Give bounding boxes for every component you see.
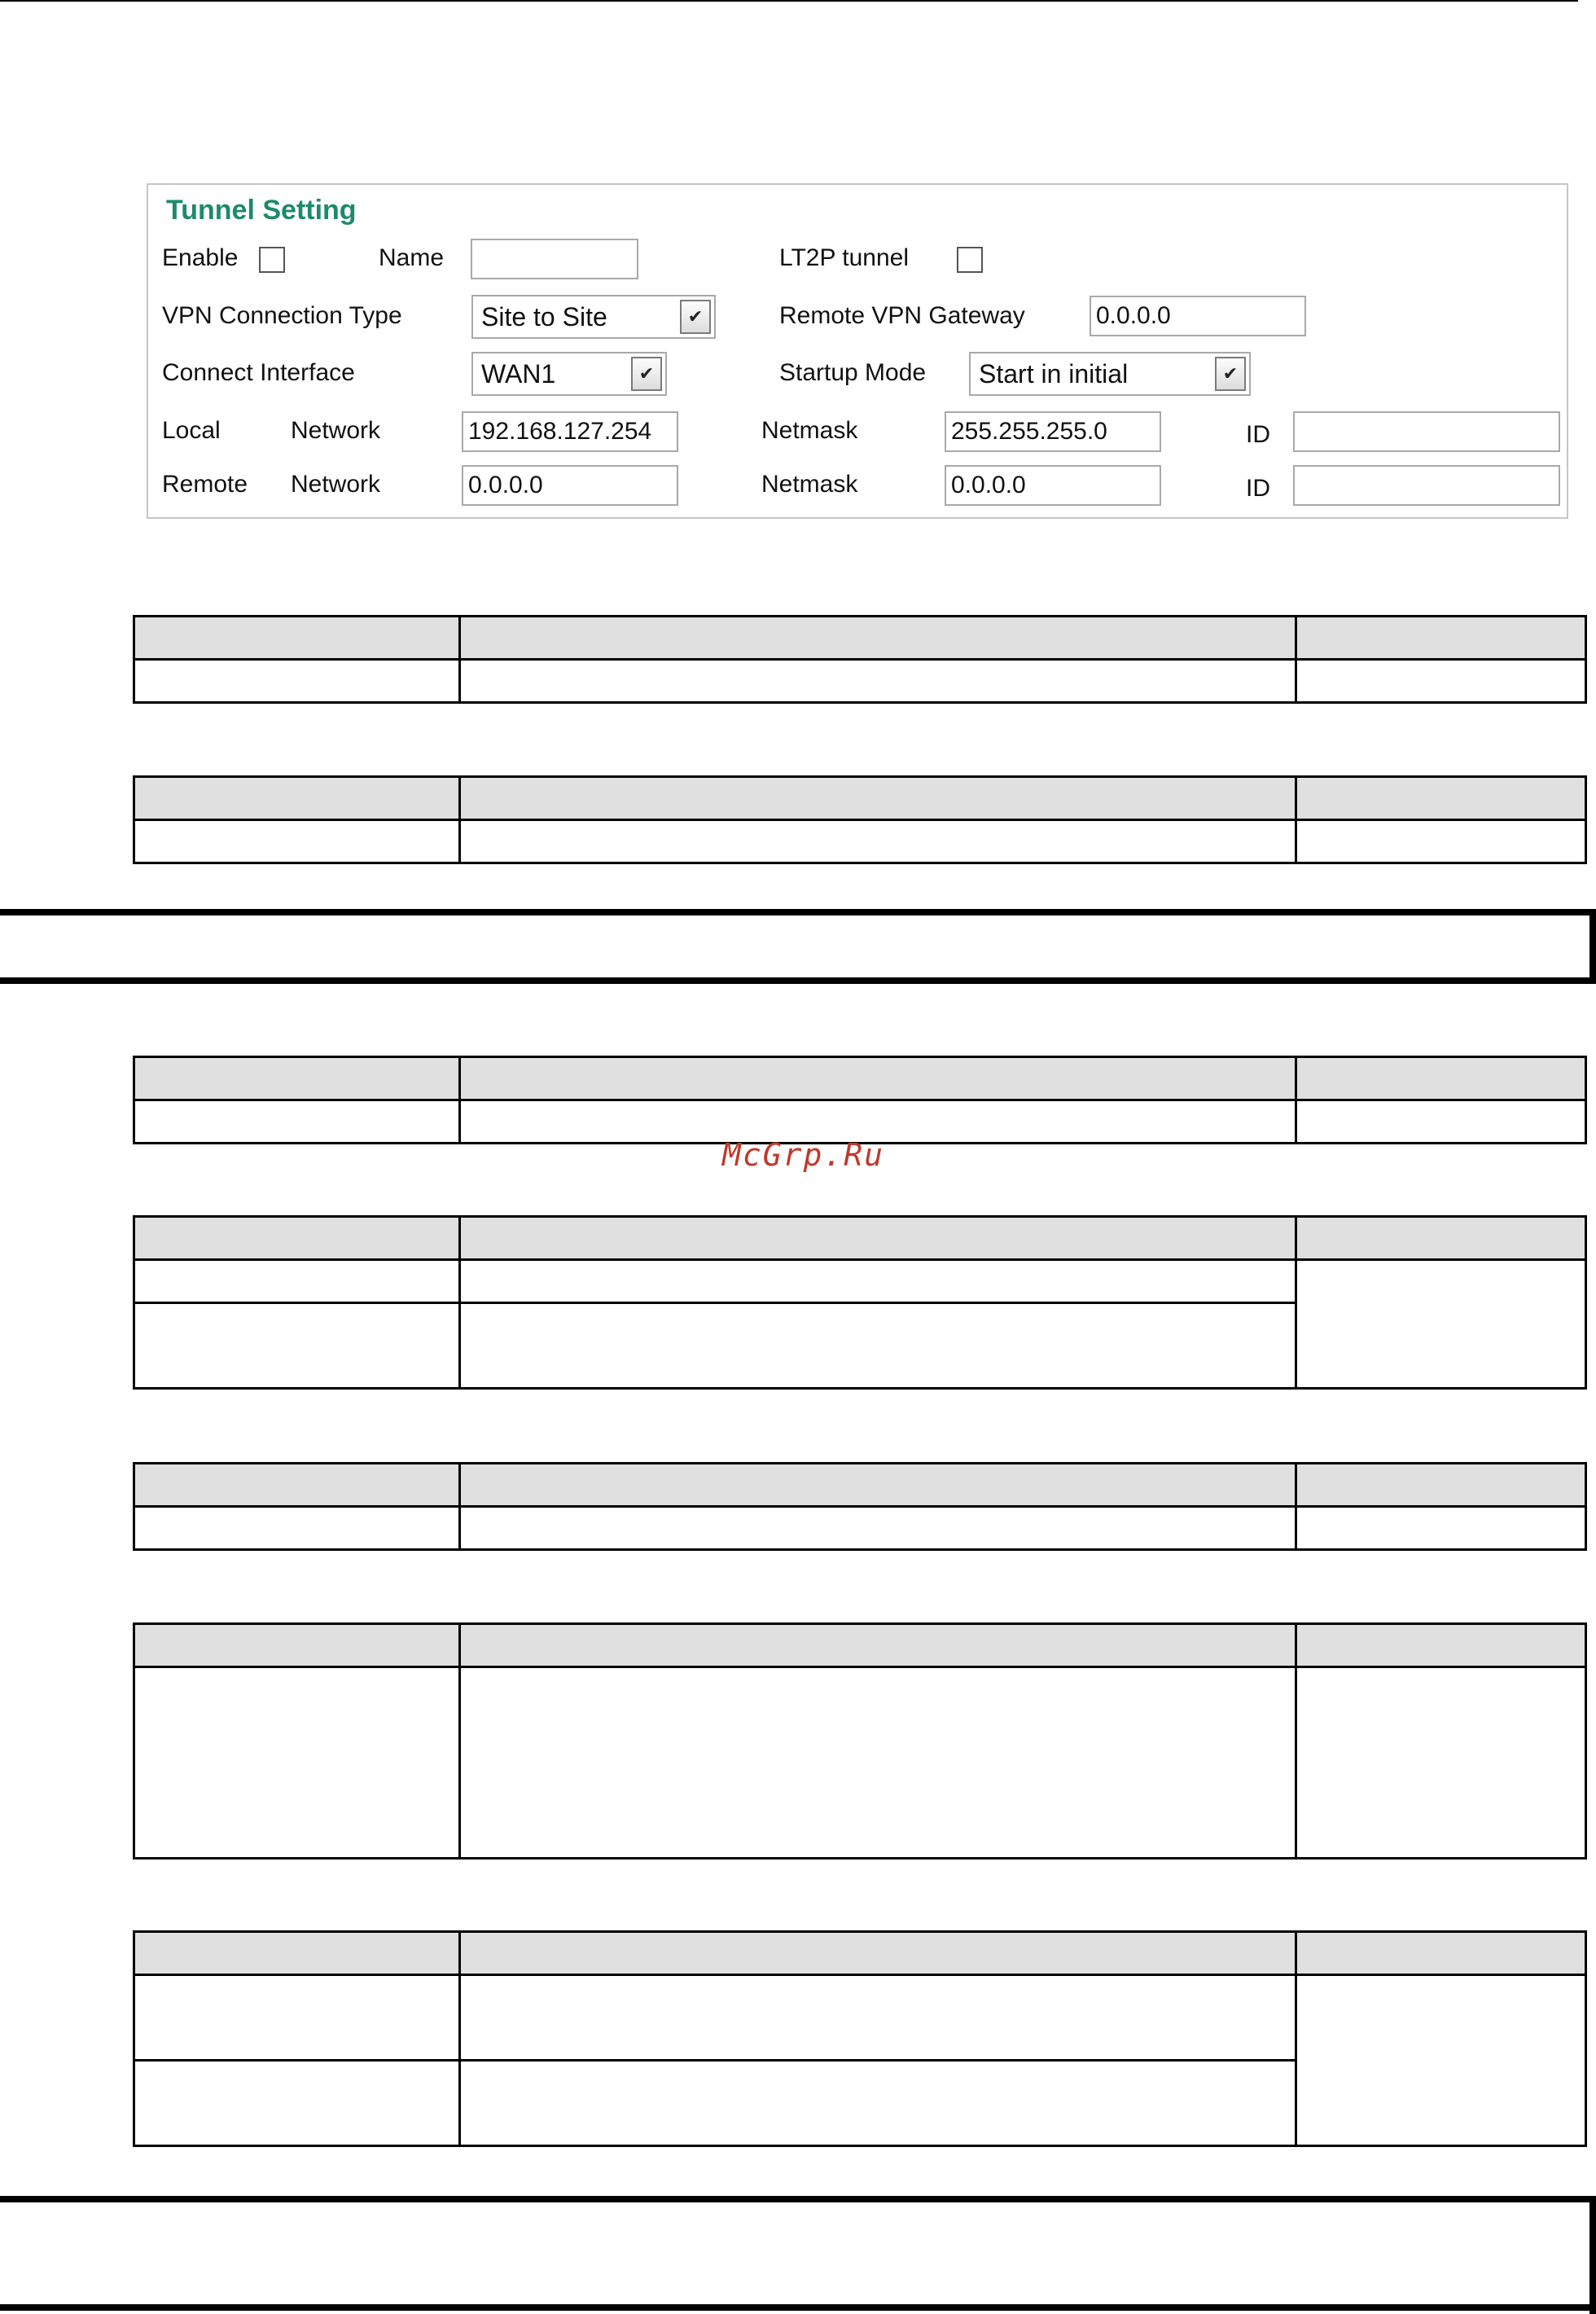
startup-mode-label: Startup Mode: [779, 359, 927, 386]
enable-checkbox[interactable]: [259, 247, 285, 273]
connect-interface-value: WAN1: [481, 359, 556, 389]
parameter-table: [133, 1215, 1587, 1390]
startup-mode-value: Start in initial: [979, 359, 1129, 389]
enable-label: Enable: [162, 244, 239, 271]
local-id-input[interactable]: [1293, 411, 1560, 452]
parameter-table: [133, 1462, 1587, 1551]
local-network-input[interactable]: 192.168.127.254: [462, 411, 678, 452]
header-rule: [0, 0, 1578, 2]
section-banner: [0, 2196, 1596, 2314]
remote-network-label: Network: [291, 471, 381, 498]
parameter-table: [133, 1056, 1587, 1144]
name-label: Name: [379, 244, 445, 271]
local-label: Local: [162, 417, 221, 444]
panel-title: Tunnel Setting: [166, 195, 357, 226]
vpn-connection-type-value: Site to Site: [481, 302, 607, 332]
vpn-connection-type-label: VPN Connection Type: [162, 302, 402, 329]
remote-network-input[interactable]: 0.0.0.0: [462, 465, 678, 506]
local-id-label: ID: [1246, 421, 1270, 448]
parameter-table: [133, 615, 1587, 704]
remote-netmask-label: Netmask: [761, 471, 858, 498]
chevron-down-icon: ✔: [631, 357, 662, 391]
local-network-label: Network: [291, 417, 381, 444]
remote-id-label: ID: [1246, 475, 1270, 502]
parameter-table: [133, 1622, 1587, 1860]
chevron-down-icon: ✔: [1215, 357, 1246, 391]
section-banner: [0, 909, 1596, 984]
banner-bottom-rule: [0, 2304, 1596, 2311]
startup-mode-select[interactable]: [969, 352, 1251, 396]
name-input[interactable]: [471, 239, 638, 279]
connect-interface-label: Connect Interface: [162, 359, 355, 386]
remote-vpn-gateway-label: Remote VPN Gateway: [779, 302, 1025, 329]
local-netmask-label: Netmask: [761, 417, 858, 444]
remote-vpn-gateway-input[interactable]: 0.0.0.0: [1090, 296, 1306, 336]
chevron-down-icon: ✔: [680, 300, 711, 334]
lt2p-tunnel-label: LT2P tunnel: [779, 244, 910, 271]
tunnel-setting-panel: [147, 183, 1568, 519]
lt2p-tunnel-checkbox[interactable]: [957, 247, 983, 273]
parameter-table: [133, 775, 1587, 864]
local-netmask-input[interactable]: 255.255.255.0: [945, 411, 1161, 452]
vpn-connection-type-select[interactable]: [471, 295, 716, 339]
connect-interface-select[interactable]: [471, 352, 667, 396]
remote-label: Remote: [162, 471, 248, 498]
remote-netmask-input[interactable]: 0.0.0.0: [945, 465, 1161, 506]
remote-id-input[interactable]: [1293, 465, 1560, 506]
watermark: McGrp.Ru: [722, 1137, 885, 1173]
parameter-table: [133, 1930, 1587, 2147]
